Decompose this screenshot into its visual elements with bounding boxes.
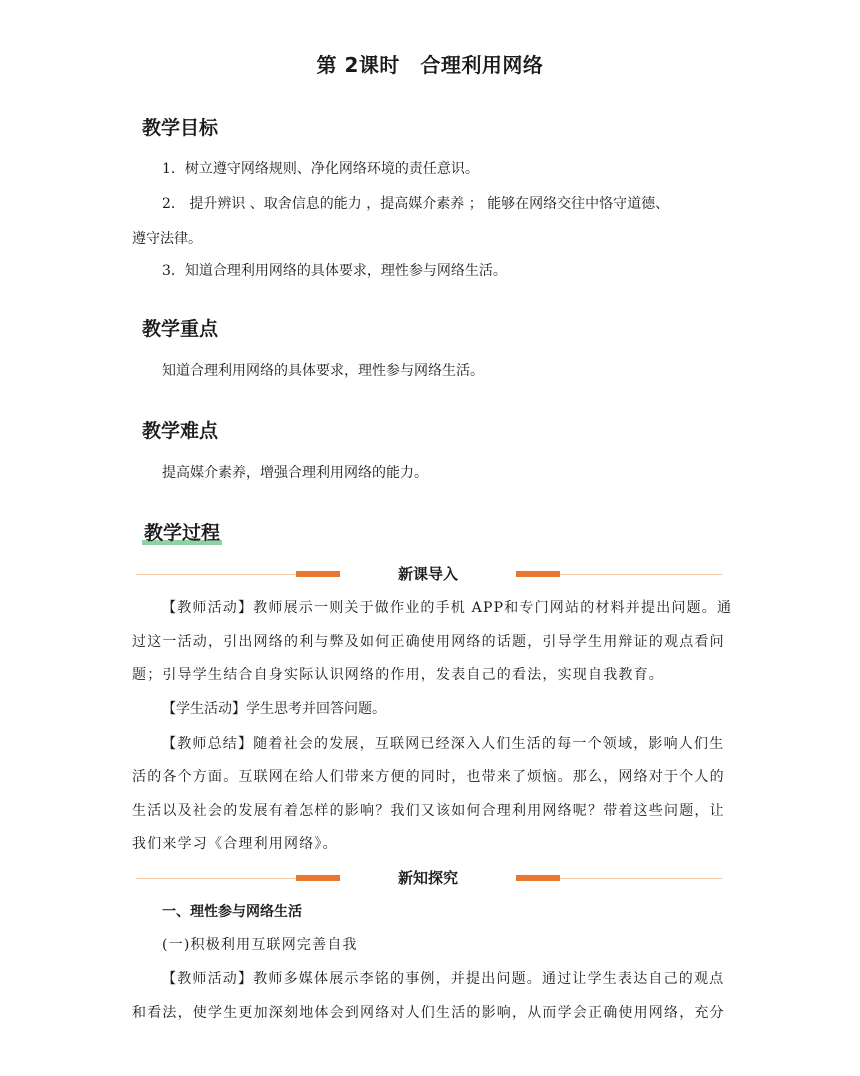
divider-label-explore: 新知探究: [397, 869, 458, 887]
explore-p1-line-2: 和看法，使学生更加深刻地体会到网络对人们生活的影响，从而学会正确使用网络，充分: [132, 1005, 725, 1021]
difficulties-text: 提高媒介素养，增强合理利用网络的能力。: [162, 465, 428, 481]
subheading-rational-participation: 一、理性参与网络生活: [162, 904, 302, 920]
divider-label-intro: 新课导入: [397, 565, 458, 583]
intro-p1-line-1: 【教师活动】教师展示一则关于做作业的手机 APP和专门网站的材料并提出问题。通: [162, 600, 733, 616]
intro-p1-line-2: 过这一活动，引出网络的利与弊及如何正确使用网络的话题，引导学生用辩证的观点看问: [132, 634, 725, 650]
heading-difficulties: 教学难点: [142, 420, 219, 442]
intro-p3-line-2: 活的各个方面。互联网在给人们带来方便的同时，也带来了烦恼。那么，网络对于个人的: [132, 769, 725, 785]
heading-teaching-process: 教学过程: [142, 518, 222, 545]
section-divider-intro: [136, 564, 722, 584]
intro-p1-line-3: 题；引导学生结合自身实际认识网络的作用，发表自己的看法，实现自我教育。: [132, 667, 664, 683]
goal-item-3: 3．知道合理利用网络的具体要求，理性参与网络生活。: [162, 263, 507, 279]
divider-rule-right: [560, 574, 722, 575]
goal-item-2-line-1: 2． 提升辨识 、取舍信息的能力 ，提高媒介素养 ； 能够在网络交往中恪守道德、: [162, 196, 670, 212]
section-divider-explore: [136, 868, 722, 888]
explore-p1-line-1: 【教师活动】教师多媒体展示李铭的事例，并提出问题。通过让学生表达自己的观点: [162, 971, 725, 987]
intro-p3-line-1: 【教师总结】随着社会的发展，互联网已经深入人们生活的每一个领域，影响人们生: [162, 736, 725, 752]
divider-rule-right: [560, 878, 722, 879]
divider-bar-left: [296, 571, 340, 577]
intro-p3-line-3: 生活以及社会的发展有着怎样的影响？我们又该如何合理利用网络呢？带着这些问题，让: [132, 803, 725, 819]
intro-p3-line-4: 我们来学习《合理利用网络》。: [132, 836, 338, 852]
divider-bar-right: [516, 571, 560, 577]
goal-item-1: 1．树立遵守网络规则、净化网络环境的责任意识。: [162, 161, 479, 177]
divider-bar-left: [296, 875, 340, 881]
page-title: 第 2课时 合理利用网络: [316, 53, 544, 77]
intro-p2: 【学生活动】学生思考并回答问题。: [162, 701, 386, 717]
divider-rule-left: [136, 878, 296, 879]
divider-rule-left: [136, 574, 296, 575]
key-points-text: 知道合理利用网络的具体要求，理性参与网络生活。: [162, 363, 484, 379]
explore-sub-1: (一)积极利用互联网完善自我: [162, 937, 358, 953]
goal-item-2-line-2: 遵守法律。: [132, 231, 202, 247]
divider-bar-right: [516, 875, 560, 881]
heading-key-points: 教学重点: [142, 318, 219, 340]
heading-teaching-goals: 教学目标: [142, 117, 219, 139]
